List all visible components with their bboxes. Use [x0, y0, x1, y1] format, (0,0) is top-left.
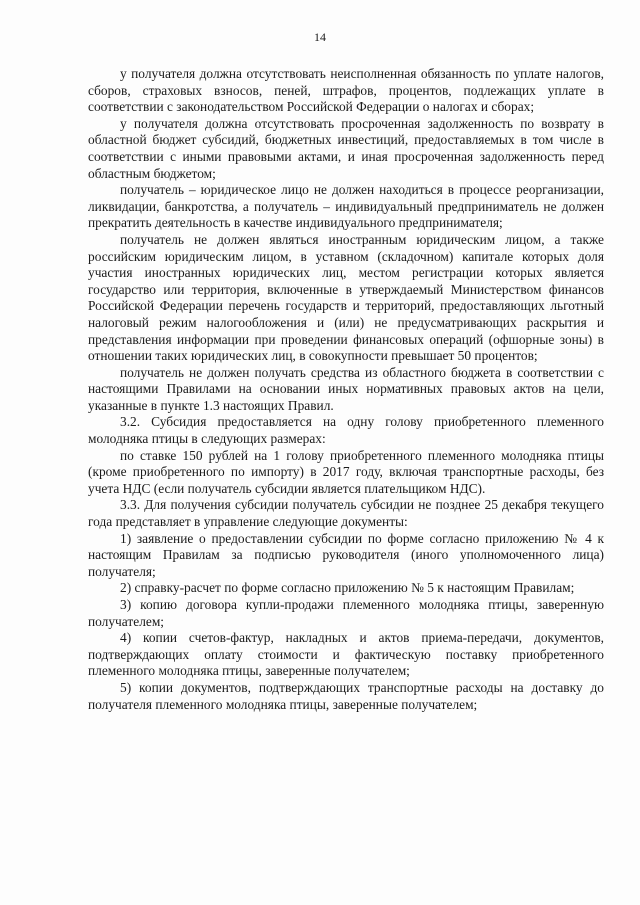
list-item-2: 2) справку-расчет по форме согласно приложению № 5 к настоящим Правилам;: [120, 580, 575, 596]
paragraph-rate: по ставке 150 рублей на 1 голову приобретенного племенного молодняка птицы (кроме приобретенного по импорту) в 2017 году, включая транспортные расходы, без учета НДС (если получатель субсидии является плательщиком НДС).: [88, 447, 604, 496]
list-item-1: 1) заявление о предоставлении субсидии по форме согласно приложению № 4 к настоящим Правилам за подписью руководителя (иного уполномоченного лица) получателя;: [88, 530, 604, 579]
list-item-5: 5) копии документов, подтверждающих транспортные расходы на доставку до получателя племенного молодняка птицы, заверенные получателем;: [88, 679, 604, 712]
paragraph-tax-arrears: у получателя должна отсутствовать неисполненная обязанность по уплате налогов, сборов, страховых взносов, пеней, штрафов, процентов, подлежащих уплате в соответствии с законодательством Российской Федерации о налогах и сборах;: [88, 66, 604, 115]
paragraph-reorganization: получатель – юридическое лицо не должен находиться в процессе реорганизации, ликвидации, банкротства, а получатель – индивидуальный предприниматель не должен прекратить деятельность в качестве индивидуального предпринимателя;: [88, 182, 604, 231]
paragraph-3-2: 3.2. Субсидия предоставляется на одну голову приобретенного племенного молодняка птицы в следующих размерах:: [88, 414, 604, 447]
paragraph-foreign-entity: получатель не должен являться иностранным юридическим лицом, а также российским юридическим лицом, в уставном (складочном) капитале которых доля участия иностранных юридических лиц, местом регистрации которых является государство или территория, включенные в утверждаемый Министерством финансов Российской Федерации перечень государств и территорий, предоставляющих льготный налоговый режим налогообложения и (или) не предусматривающих раскрытия и представления информации при проведении финансовых операций (офшорные зоны) в отношении таких юридических лиц, в совокупности превышает 50 процентов;: [88, 231, 604, 364]
document-body: [88, 66, 604, 713]
paragraph-3-3: 3.3. Для получения субсидии получатель субсидии не позднее 25 декабря текущего года представляет в управление следующие документы:: [88, 497, 604, 530]
list-item-3: 3) копию договора купли-продажи племенного молодняка птицы, заверенную получателем;: [88, 597, 604, 629]
paragraph-budget-debt: у получателя должна отсутствовать просроченная задолженность по возврату в областной бюджет субсидий, бюджетных инвестиций, предоставляемых в том числе в соответствии с иными правовыми актами, и иная просроченная задолженность перед областным бюджетом;: [88, 115, 604, 181]
list-item-4: 4) копии счетов-фактур, накладных и актов приема-передачи, документов, подтверждающих оплату стоимости и фактическую поставку приобретенного племенного молодняка птицы, заверенные получателем;: [88, 630, 604, 679]
page-number: 14: [314, 30, 326, 44]
paragraph-other-funding: получатель не должен получать средства из областного бюджета в соответствии с настоящими Правилами на основании иных нормативных правовых актов на цели, указанные в пункте 1.3 настоящих Правил.: [88, 364, 604, 413]
